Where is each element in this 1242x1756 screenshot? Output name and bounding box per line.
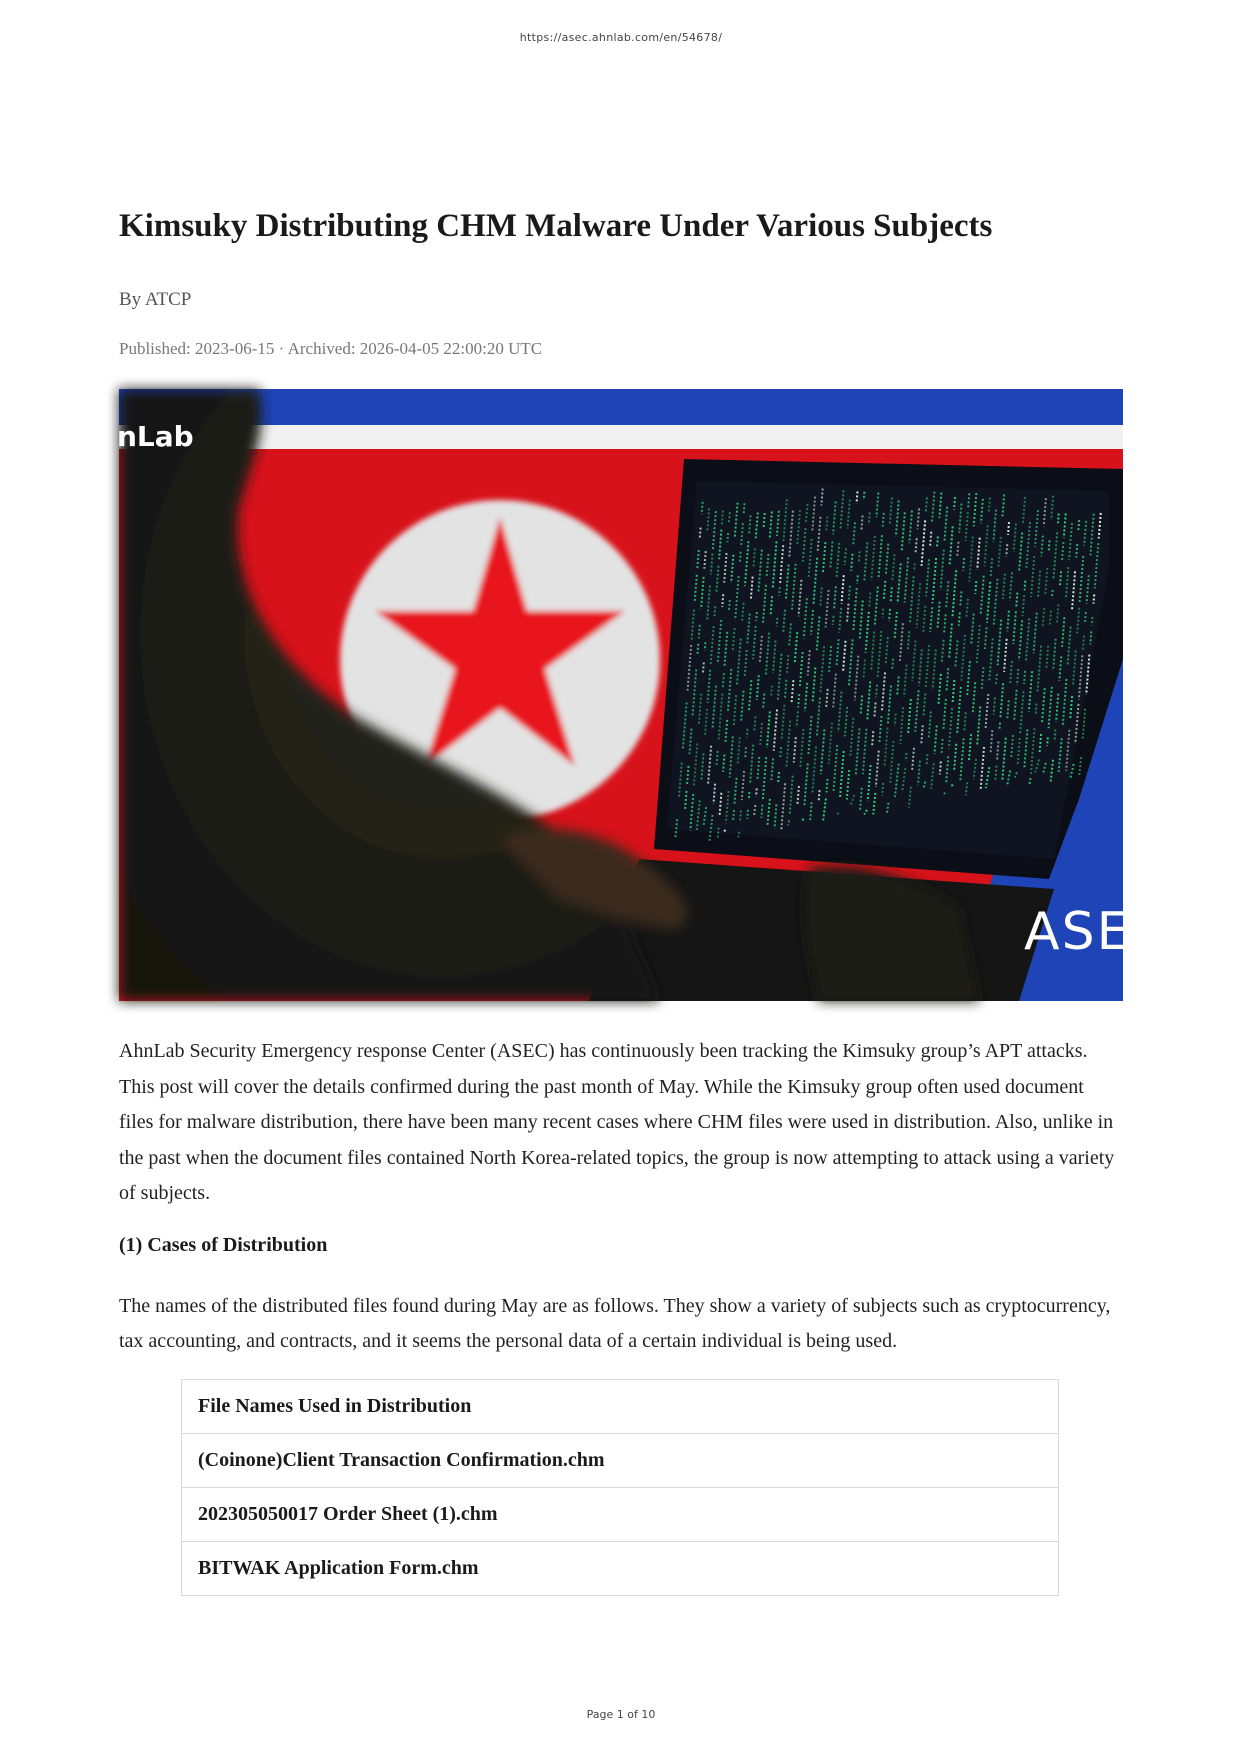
matrix-code-line (729, 600, 730, 610)
matrix-code-line (700, 528, 701, 539)
table-row (182, 1434, 1059, 1488)
matrix-code-line (937, 536, 938, 548)
matrix-code-line (859, 551, 860, 562)
matrix-code-line (1058, 514, 1059, 524)
matrix-code-line (771, 686, 772, 698)
matrix-code-line (1078, 520, 1079, 530)
matrix-code-line (714, 606, 715, 617)
table-header-cell: File Names Used in Distribution (182, 1380, 1059, 1434)
matrix-code-line (1025, 581, 1026, 591)
matrix-code-line (1085, 612, 1086, 622)
matrix-code-line (1049, 540, 1050, 550)
matrix-code-line (1055, 729, 1056, 740)
page-number: Page 1 of 10 (586, 1708, 656, 1721)
article-byline: By ATCP (119, 289, 192, 310)
intro-paragraph: AhnLab Security Emergency response Center (ASEC) has continuously been tracking the Kimsuky group’s APT attacks. This post will cover the details confirmed during the past month of May. While the Kimsuky group often used document files for malware distribution, there have been many recent cases where CHM files were used in distribution. Also, unlike in the past when the document files contained North Korea-related topics, the group is now attempting to attack using a variety of subjects. (119, 1040, 1115, 1204)
hero-image (117, 389, 1170, 1001)
matrix-code-line (1036, 704, 1037, 716)
table-cell: (Coinone)Client Transaction Confirmation.chm (182, 1434, 1059, 1488)
hero-logo-ahnlab: nLab (117, 420, 194, 453)
table-header-row (182, 1380, 1059, 1434)
matrix-code-line (778, 772, 779, 783)
page-url: https://asec.ahnlab.com/en/54678/ (519, 31, 723, 44)
matrix-code-line (729, 512, 730, 523)
table-row (182, 1488, 1059, 1542)
table-cell: 202305050017 Order Sheet (1).chm (182, 1488, 1059, 1542)
file-names-table (181, 1379, 1059, 1596)
table-row (182, 1542, 1059, 1596)
matrix-code-line (927, 754, 928, 765)
hero-logo-asec: ASEC (1024, 902, 1170, 962)
table-cell: BITWAK Application Form.chm (182, 1542, 1059, 1596)
matrix-code-line (740, 810, 741, 821)
section-paragraph: The names of the distributed files found during May are as follows. They show a variety of subjects such as cryptocurrency, tax accounting, and contracts, and it seems the personal data of a certain individual is being used. (119, 1295, 1111, 1352)
matrix-code-line (892, 659, 893, 670)
matrix-code-line (754, 805, 755, 816)
matrix-code-line (718, 828, 719, 839)
article-title: Kimsuky Distributing CHM Malware Under Various Subjects (119, 208, 993, 244)
article-meta: Published: 2023-06-15 · Archived: 2026-04-05 22:00:20 UTC (119, 339, 543, 358)
matrix-code-line (744, 503, 745, 514)
matrix-code-line (697, 644, 698, 654)
matrix-code-line (733, 810, 734, 822)
section-heading: (1) Cases of Distribution (119, 1234, 328, 1256)
matrix-code-line (819, 790, 820, 800)
matrix-code-line (740, 552, 741, 562)
matrix-code-line (745, 747, 746, 757)
matrix-code-line (703, 662, 704, 674)
